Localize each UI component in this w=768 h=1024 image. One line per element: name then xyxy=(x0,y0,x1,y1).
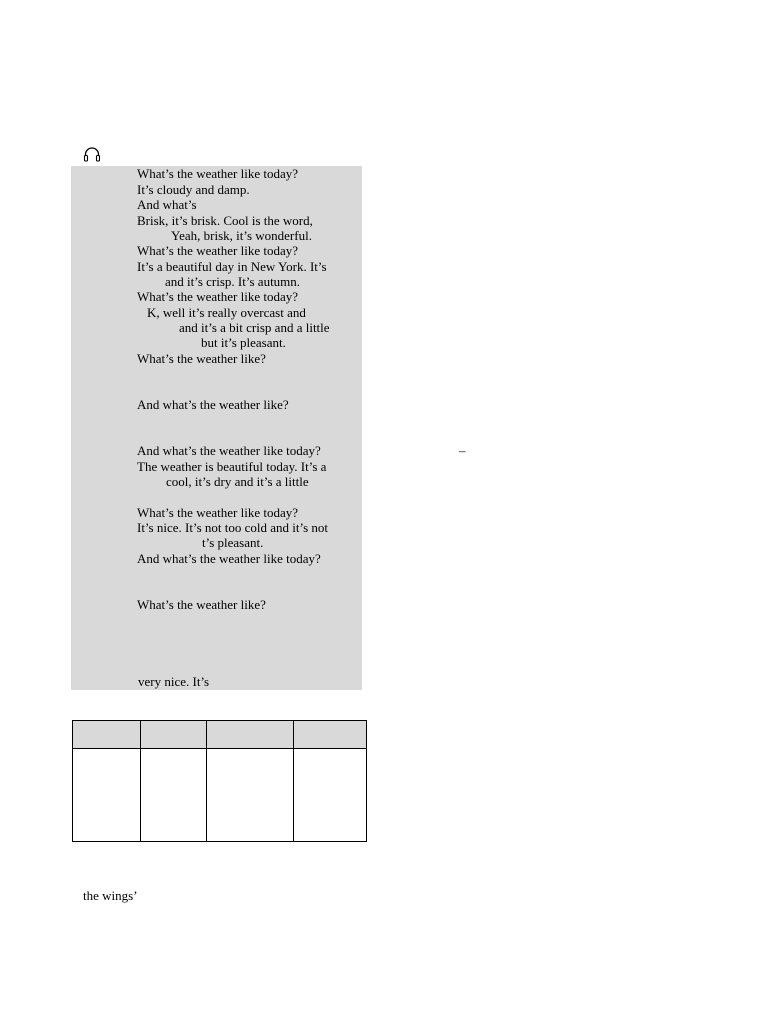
transcript-line: And what’s the weather like? xyxy=(137,397,289,412)
dash-mark: – xyxy=(459,443,466,458)
transcript-panel xyxy=(71,166,362,690)
transcript-line: The weather is beautiful today. It’s a xyxy=(137,459,327,474)
transcript-line: Brisk, it’s brisk. Cool is the word, xyxy=(137,213,313,228)
transcript-line: What’s the weather like? xyxy=(137,597,266,612)
table-row xyxy=(73,749,367,842)
table-cell xyxy=(207,749,294,842)
transcript-line: Yeah, brisk, it’s wonderful. xyxy=(171,228,312,243)
table-header-cell xyxy=(207,721,294,749)
table-header-cell xyxy=(73,721,141,749)
blank-table xyxy=(72,720,367,842)
table-header-row xyxy=(73,721,367,749)
transcript-line: t’s pleasant. xyxy=(202,535,264,550)
table-cell xyxy=(141,749,207,842)
footer-text: the wings’ xyxy=(83,888,138,903)
transcript-line: What’s the weather like? xyxy=(137,351,266,366)
transcript-line: What’s the weather like today? xyxy=(137,243,298,258)
transcript-line: And what’s the weather like today? xyxy=(137,551,321,566)
transcript-line: It’s a beautiful day in New York. It’s xyxy=(137,259,327,274)
transcript-line: and it’s crisp. It’s autumn. xyxy=(165,274,301,289)
transcript-line: And what’s xyxy=(137,197,197,212)
transcript-line: but it’s pleasant. xyxy=(201,335,286,350)
table-header-cell xyxy=(141,721,207,749)
transcript-line: and it’s a bit crisp and a little xyxy=(179,320,330,335)
transcript-line: And what’s the weather like today? xyxy=(137,443,321,458)
table-header-cell xyxy=(294,721,367,749)
transcript-line: It’s cloudy and damp. xyxy=(137,182,250,197)
transcript-line: What’s the weather like today? xyxy=(137,505,298,520)
transcript-line: What’s the weather like today? xyxy=(137,166,298,181)
transcript-line: cool, it’s dry and it’s a little xyxy=(166,474,309,489)
transcript-line: It’s nice. It’s not too cold and it’s not xyxy=(137,520,329,535)
transcript-line: very nice. It’s xyxy=(138,674,210,689)
headphones-icon xyxy=(83,146,101,162)
table-cell xyxy=(73,749,141,842)
table-cell xyxy=(294,749,367,842)
transcript-line: K, well it’s really overcast and xyxy=(147,305,306,320)
transcript-line: What’s the weather like today? xyxy=(137,289,298,304)
